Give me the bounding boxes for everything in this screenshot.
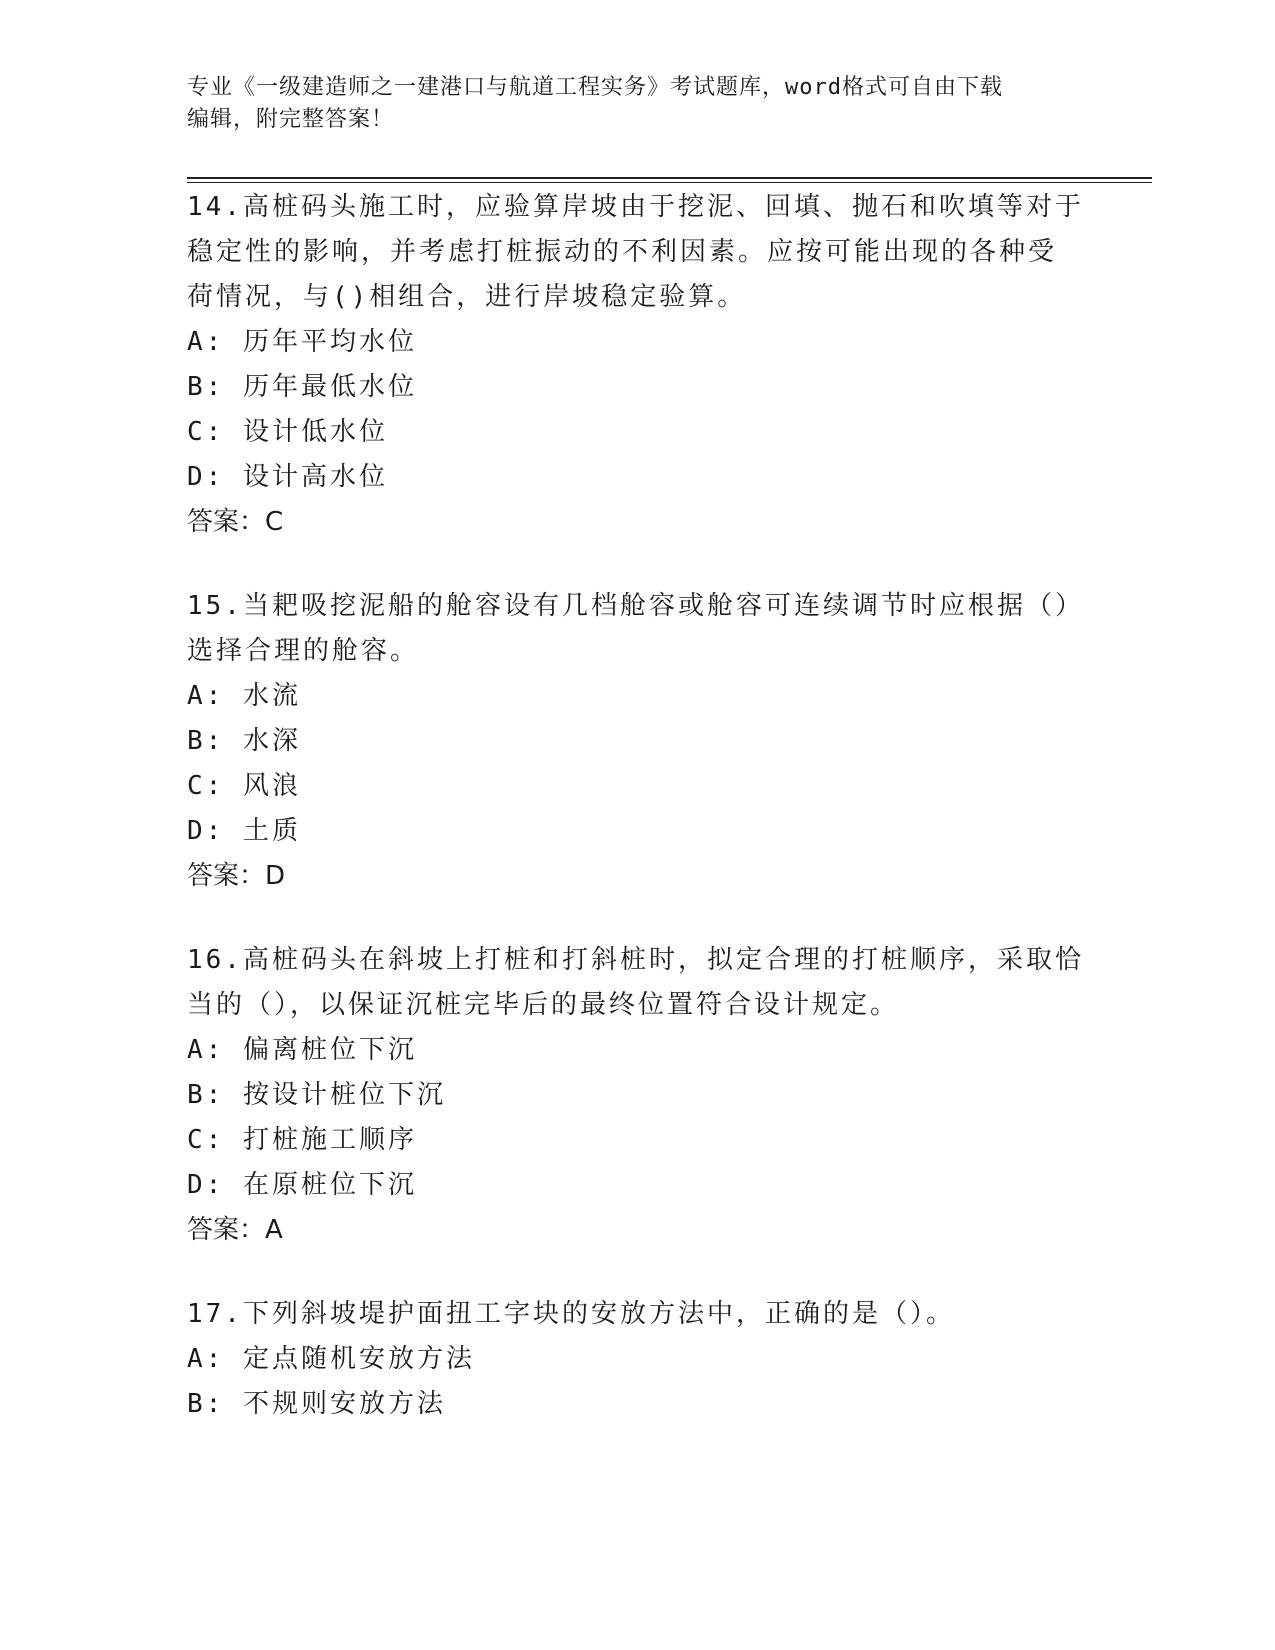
answer-line: 答案：D <box>187 861 286 891</box>
question-stem: 17.下列斜坡堤护面扭工字块的安放方法中，正确的是（）。 <box>187 1299 955 1329</box>
option-b: B: 不规则安放方法 <box>187 1389 446 1419</box>
header-line-1: 专业《一级建造师之一建港口与航道工程实务》考试题库，word格式可自由下载 <box>187 75 1003 100</box>
question-stem: 荷情况，与()相组合，进行岸坡稳定验算。 <box>187 282 747 312</box>
question-stem: 15.当耙吸挖泥船的舱容设有几档舱容或舱容可连续调节时应根据（） <box>187 591 1084 621</box>
question-stem: 16.高桩码头在斜坡上打桩和打斜桩时，拟定合理的打桩顺序，采取恰 <box>187 945 1084 975</box>
option-c: C: 打桩施工顺序 <box>187 1125 417 1155</box>
question-14 <box>187 185 1087 545</box>
option-c: C: 风浪 <box>187 771 301 801</box>
header-line-2: 编辑，附完整答案！ <box>187 107 395 132</box>
header-divider-thin <box>187 182 1152 183</box>
option-d: D: 土质 <box>187 816 301 846</box>
option-b: B: 按设计桩位下沉 <box>187 1080 446 1110</box>
option-a: A: 定点随机安放方法 <box>187 1344 475 1374</box>
question-stem: 当的（），以保证沉桩完毕后的最终位置符合设计规定。 <box>187 990 900 1020</box>
question-15 <box>187 584 1087 899</box>
document-header <box>187 72 1067 136</box>
option-a: A: 历年平均水位 <box>187 327 417 357</box>
option-b: B: 水深 <box>187 726 301 756</box>
question-stem: 选择合理的舱容。 <box>187 636 420 666</box>
option-a: A: 水流 <box>187 681 301 711</box>
answer-line: 答案：A <box>187 1215 283 1245</box>
question-stem: 稳定性的影响，并考虑打桩振动的不利因素。应按可能出现的各种受 <box>187 237 1058 267</box>
option-d: D: 设计高水位 <box>187 462 388 492</box>
option-c: C: 设计低水位 <box>187 417 388 447</box>
answer-line: 答案：C <box>187 507 284 537</box>
question-17 <box>187 1292 1087 1427</box>
question-list <box>187 185 1087 1466</box>
option-d: D: 在原桩位下沉 <box>187 1170 417 1200</box>
header-divider-thick <box>187 177 1152 179</box>
question-stem: 14.高桩码头施工时，应验算岸坡由于挖泥、回填、抛石和吹填等对于 <box>187 192 1084 222</box>
option-a: A: 偏离桩位下沉 <box>187 1035 417 1065</box>
question-16 <box>187 938 1087 1253</box>
option-b: B: 历年最低水位 <box>187 372 417 402</box>
